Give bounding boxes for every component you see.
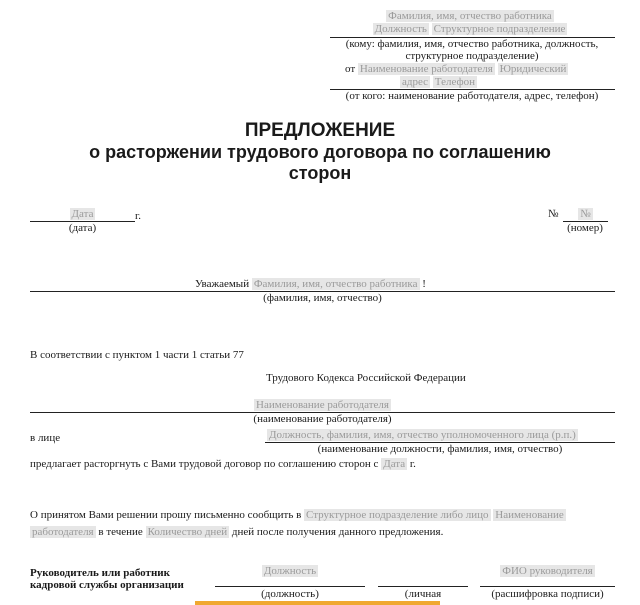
reply-name-field-2[interactable]: работодателя [32,526,94,538]
basis-line-1: В соответствии с пунктом 1 части 1 статьи 77 [30,349,244,361]
date-caption: (дата) [68,222,97,234]
sig-position-caption: (должность) [261,588,319,600]
from-label: от [345,63,356,75]
recipient-name [330,10,610,23]
offer-date-field[interactable]: Дата [383,458,406,470]
sig-head-cell [480,565,615,578]
in-person-label: в лице [30,432,61,444]
recipient-position-field[interactable]: Должность [374,23,427,35]
offer-text: предлагает расторгнуть с Вами трудовой договор по соглашению сторон с [30,458,379,470]
reply-row-2 [30,526,443,539]
phone-field[interactable]: Телефон [434,76,475,88]
greeting-suffix: ! [422,278,426,290]
signature-role-2: кадровой службы организации [30,579,184,591]
recipient-name-field[interactable]: Фамилия, имя, отчество работника [388,10,552,22]
title-main: ПРЕДЛОЖЕНИЕ [244,120,396,141]
basis-line-2: Трудового Кодекса Российской Федерации [266,372,466,384]
sig-head-underline [480,586,615,587]
employer-name-field[interactable]: Наименование работодателя [359,63,493,75]
after-text: дней после получения данного предложения. [231,526,444,538]
offer-suffix: г. [409,458,416,470]
sig-sign-underline [378,586,468,587]
recipient-department-field[interactable]: Структурное подразделение [433,23,566,35]
date-cell [30,208,135,221]
reply-row [30,509,566,522]
sig-sign-caption: (личная [404,588,442,600]
signature-role-1: Руководитель или работник [30,567,170,579]
document-title [0,120,640,184]
year-suffix: г. [135,210,142,222]
days-field[interactable]: Количество дней [147,526,228,538]
title-line-2: о расторжении трудового договора по соглашению [89,142,551,162]
legal-field[interactable]: Юридический [499,63,567,75]
from-caption: (от кого: наименование работодателя, адрес, телефон) [345,90,599,102]
number-sign: № [548,208,559,220]
employer-cell [30,399,615,412]
reply-text: О принятом Вами решении прошу письменно сообщить в [30,509,302,521]
recipient-position-row [330,23,610,36]
address-row [400,76,477,89]
greeting-caption: (фамилия, имя, отчество) [263,292,382,304]
number-field[interactable]: № [580,208,591,220]
recipient-caption: (кому: фамилия, имя, отчество работника, должность, структурное подразделение) [345,38,599,62]
rep-caption: (наименование должности, фамилия, имя, отчество) [317,443,563,455]
greeting-row [195,278,426,291]
title-line-3: сторон [288,163,352,183]
body-employer-field[interactable]: Наименование работодателя [256,399,389,411]
employer-caption: (наименование работодателя) [253,413,392,425]
address-field[interactable]: адрес [402,76,429,88]
reply-name-field-1[interactable]: Наименование [495,509,564,521]
sig-position-underline [215,586,365,587]
rep-field[interactable]: Должность, фамилия, имя, отчество уполномоченного лица (р.п.) [269,429,576,441]
greeting-prefix: Уважаемый [195,278,250,290]
from-row [345,63,568,76]
number-cell [563,208,608,221]
sig-position-cell [215,565,365,578]
rep-cell [267,429,578,442]
sig-position-field[interactable]: Должность [263,565,317,577]
sig-head-field[interactable]: ФИО руководителя [502,565,593,577]
greeting-name-field[interactable]: Фамилия, имя, отчество работника [253,278,418,290]
within-text: в течение [98,526,143,538]
date-field[interactable]: Дата [71,208,94,220]
offer-row [30,458,416,471]
sig-decode-caption: (расшифровка подписи) [491,588,604,600]
reply-dept-field[interactable]: Структурное подразделение либо лицо [306,509,489,521]
number-caption: (номер) [567,222,603,234]
highlight-strip [195,601,440,605]
